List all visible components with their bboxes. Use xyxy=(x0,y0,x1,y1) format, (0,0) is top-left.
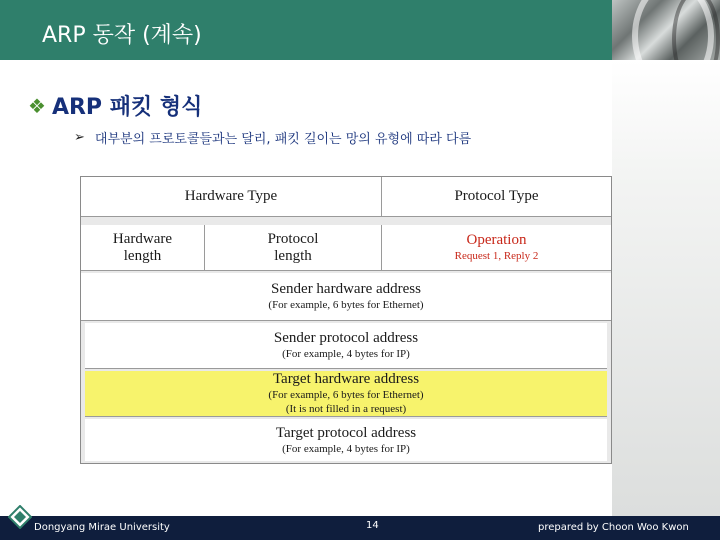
field-target-hardware-address xyxy=(85,371,607,416)
slide-title: ARP 동작 (계속) xyxy=(42,23,202,48)
field-label: Hardware Type xyxy=(184,188,278,204)
page-number: 14 xyxy=(366,520,379,531)
footer-university: Dongyang Mirae University xyxy=(34,522,170,533)
arp-packet-diagram xyxy=(80,176,612,464)
packet-row-sender-hw xyxy=(81,273,611,321)
slide-header xyxy=(0,0,720,60)
field-sender-protocol-address xyxy=(85,323,607,368)
packet-row-target-proto xyxy=(85,419,607,461)
field-label: Target protocol address xyxy=(275,424,417,441)
field-label: Protocol xyxy=(267,230,319,247)
field-hardware-length xyxy=(81,225,204,270)
field-note: (It is not filled in a request) xyxy=(285,403,407,415)
arrow-bullet-icon: ➢ xyxy=(74,130,85,145)
logo-diamond-icon xyxy=(8,505,32,529)
field-target-protocol-address xyxy=(85,419,607,461)
field-note: (For example, 6 bytes for Ethernet) xyxy=(268,389,424,401)
field-protocol-type xyxy=(381,177,611,216)
field-label: Protocol Type xyxy=(454,188,539,204)
header-decorative-image xyxy=(612,0,720,60)
field-operation xyxy=(381,225,611,270)
packet-row-sender-proto xyxy=(85,323,607,369)
diamond-bullet-icon: ❖ xyxy=(28,93,46,118)
bullet-sub-text: 대부분의 프로토콜들과는 달리, 패킷 길이는 망의 유형에 따라 다름 xyxy=(94,132,472,147)
field-note: (For example, 4 bytes for IP) xyxy=(282,348,410,360)
field-note: (For example, 4 bytes for IP) xyxy=(282,442,410,455)
field-label: Hardware xyxy=(112,230,173,247)
field-protocol-length xyxy=(204,225,381,270)
slide-footer xyxy=(0,516,720,540)
field-note: (For example, 6 bytes for Ethernet) xyxy=(268,299,424,311)
packet-row-types xyxy=(81,177,611,217)
field-hardware-type xyxy=(81,177,381,216)
field-label: Target hardware address xyxy=(272,371,420,387)
packet-row-target-hw xyxy=(85,371,607,417)
field-sender-hardware-address xyxy=(81,273,611,320)
field-label: Operation xyxy=(466,232,527,248)
field-label: length xyxy=(274,247,312,264)
footer-author: prepared by Choon Woo Kwon xyxy=(538,522,689,533)
field-note: Request 1, Reply 2 xyxy=(454,250,539,262)
bullet-sub xyxy=(74,128,471,147)
bullet-main xyxy=(28,90,202,121)
packet-row-lengths xyxy=(81,225,611,271)
field-label: Sender hardware address xyxy=(271,281,421,297)
field-label: Sender protocol address xyxy=(273,330,419,346)
decorative-side-band xyxy=(612,60,720,516)
field-label: length xyxy=(123,247,162,264)
bullet-main-text: ARP 패킷 형식 xyxy=(51,95,203,120)
